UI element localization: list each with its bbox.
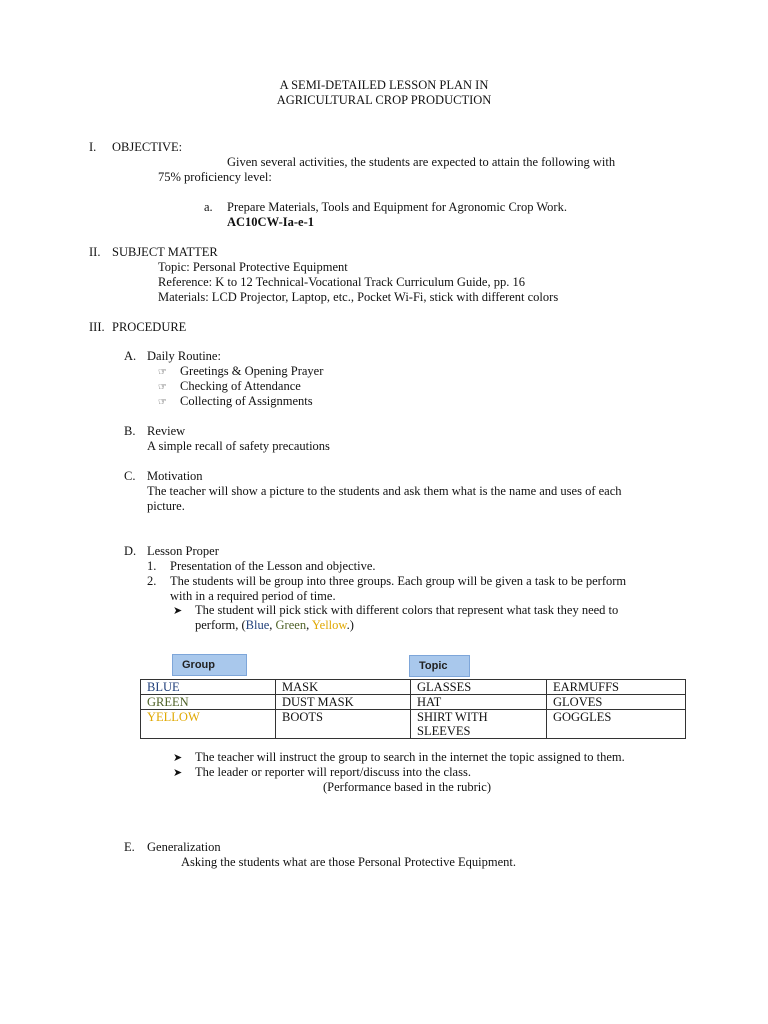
perform-suffix: .) [346, 618, 354, 632]
step-1-text: Presentation of the Lesson and objective. [170, 559, 376, 573]
after-item-2-text: The leader or reporter will report/discuss into the class. [195, 765, 471, 779]
generalization-letter: E. [124, 840, 135, 854]
color-green: Green [275, 618, 307, 632]
subject-number: II. [89, 245, 101, 259]
arrow-bullet-icon: ➤ [173, 604, 183, 617]
table-row [141, 710, 686, 739]
objective-heading: OBJECTIVE: [112, 140, 183, 154]
step-2-number: 2. [147, 574, 157, 588]
subject-materials: Materials: LCD Projector, Laptop, etc., Pocket Wi-Fi, stick with different colors [158, 290, 559, 304]
objective-item-text: Prepare Materials, Tools and Equipment for Agronomic Crop Work. [227, 200, 567, 214]
objective-line-2: 75% proficiency level: [158, 170, 272, 184]
after-item-1 [173, 750, 625, 765]
table-cell: MASK [276, 680, 411, 695]
separator: , [269, 618, 276, 632]
objective-number: I. [89, 140, 97, 154]
color-yellow: Yellow [311, 618, 347, 632]
motivation-line-2: picture. [147, 499, 185, 513]
title-line-1: A SEMI-DETAILED LESSON PLAN IN [279, 78, 489, 92]
table-cell: GOGGLES [547, 710, 686, 739]
pointing-hand-icon: ☞ [158, 397, 167, 408]
sub-step-1-line-1 [173, 603, 618, 618]
topic-header-box: Topic [409, 655, 470, 677]
sub-step-1-text: The student will pick stick with different colors that represent what task they need to [195, 603, 619, 617]
review-heading: Review [147, 424, 186, 438]
table-cell: EARMUFFS [547, 680, 686, 695]
table-cell: HAT [411, 695, 547, 710]
lesson-proper-heading: Lesson Proper [147, 544, 219, 558]
step-1-number: 1. [147, 559, 157, 573]
generalization-heading: Generalization [147, 840, 221, 854]
table-cell: BOOTS [276, 710, 411, 739]
daily-routine-heading: Daily Routine: [147, 349, 221, 363]
generalization-text: Asking the students what are those Personal Protective Equipment. [181, 855, 517, 869]
table-cell: GLASSES [411, 680, 547, 695]
color-blue: Blue [245, 618, 270, 632]
motivation-line-1: The teacher will show a picture to the students and ask them what is the name and uses of each [147, 484, 622, 498]
review-text: A simple recall of safety precautions [147, 439, 330, 453]
routine-item [158, 379, 301, 395]
motivation-letter: C. [124, 469, 136, 483]
table-cell: DUST MASK [276, 695, 411, 710]
group-header-box: Group [172, 654, 247, 676]
step-2-line-2: with in a required period of time. [170, 589, 336, 603]
routine-item [158, 364, 323, 380]
title-line-2: AGRICULTURAL CROP PRODUCTION [276, 93, 492, 107]
routine-item-label: Collecting of Assignments [180, 394, 313, 408]
sub-step-1-line-2 [195, 618, 354, 633]
step-2-line-1: The students will be group into three groups. Each group will be given a task to be perform [170, 574, 627, 588]
table-cell-group: YELLOW [141, 710, 276, 739]
group-topic-table [140, 679, 686, 739]
subject-topic: Topic: Personal Protective Equipment [158, 260, 348, 274]
competency-code: AC10CW-Ia-e-1 [227, 215, 315, 229]
arrow-bullet-icon: ➤ [173, 766, 183, 779]
objective-line-1: Given several activities, the students are expected to attain the following with [227, 155, 616, 169]
perform-prefix: perform, ( [195, 618, 246, 632]
procedure-heading: PROCEDURE [112, 320, 187, 334]
table-cell-group: GREEN [141, 695, 276, 710]
routine-item-label: Greetings & Opening Prayer [180, 364, 324, 378]
table-row [141, 680, 686, 695]
procedure-number: III. [89, 320, 105, 334]
review-letter: B. [124, 424, 136, 438]
table-cell: GLOVES [547, 695, 686, 710]
lesson-proper-letter: D. [124, 544, 137, 558]
table-cell: SHIRT WITH SLEEVES [411, 710, 547, 739]
table-cell-group: BLUE [141, 680, 276, 695]
daily-routine-letter: A. [124, 349, 137, 363]
arrow-bullet-icon: ➤ [173, 751, 183, 764]
after-item-1-text: The teacher will instruct the group to search in the internet the topic assigned to them. [195, 750, 625, 764]
motivation-heading: Motivation [147, 469, 203, 483]
rubric-note: (Performance based in the rubric) [323, 780, 491, 794]
subject-reference: Reference: K to 12 Technical-Vocational Track Curriculum Guide, pp. 16 [158, 275, 525, 289]
routine-item [158, 394, 313, 410]
pointing-hand-icon: ☞ [158, 367, 167, 378]
table-row [141, 695, 686, 710]
separator: , [306, 618, 312, 632]
after-item-2 [173, 765, 471, 780]
objective-item-letter: a. [204, 200, 213, 214]
routine-item-label: Checking of Attendance [180, 379, 301, 393]
pointing-hand-icon: ☞ [158, 382, 167, 393]
subject-heading: SUBJECT MATTER [112, 245, 218, 259]
